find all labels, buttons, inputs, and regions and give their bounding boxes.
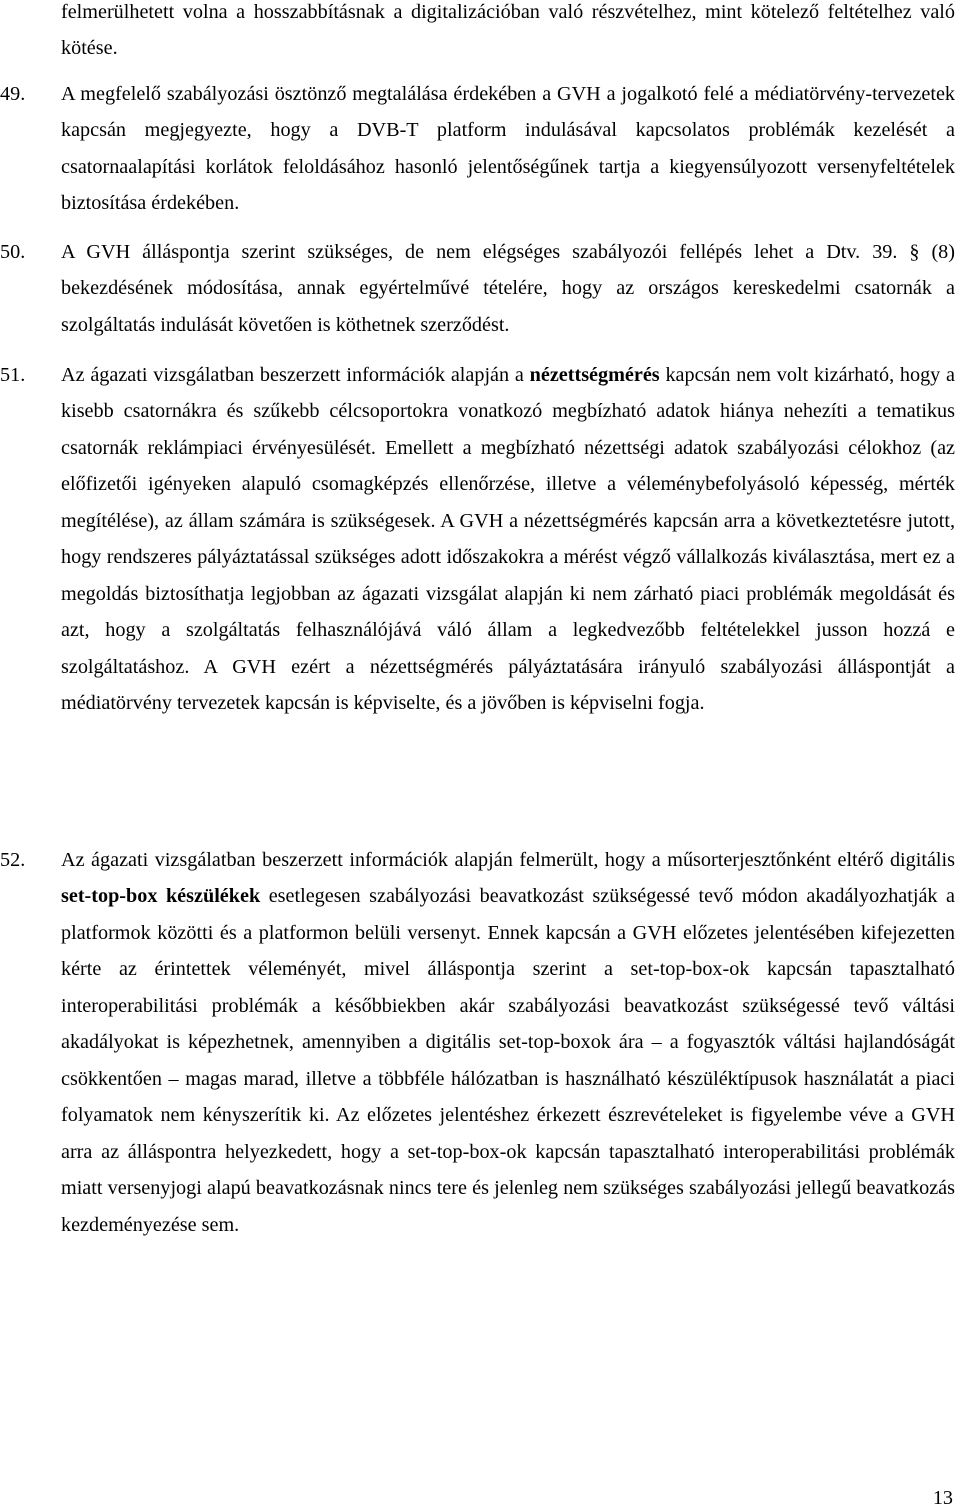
- paragraph-text: [61, 76, 955, 222]
- page-number: 13: [932, 1487, 953, 1509]
- paragraph-51: [0, 357, 955, 722]
- bold-term-set-top-box: set-top-box készülékek: [61, 885, 261, 908]
- paragraph-text: felmerülhetett volna a hosszabbításnak a digitalizációban való részvételhez, mint kötelező feltételhez való kötése.: [61, 1, 955, 60]
- paragraph-number: 51.: [0, 364, 26, 386]
- text-segment: A megfelelő szabályozási ösztönző megtalálása érdekében a GVH a jogalkotó felé a médiatörvény-tervezetek kapcsán megjegyezte, hogy a DVB-T platform indulásával kapcsolatos problémák kezelését a csatornaalapítási korlátok feloldásához hasonló jelentőségűnek tartja a kiegyensúlyozott versenyfeltételek biztosítása érdekében.: [61, 83, 955, 215]
- paragraph-number: 50.: [0, 241, 26, 263]
- paragraph-text: [61, 357, 955, 722]
- paragraph-50: [0, 234, 955, 343]
- paragraph-text: [61, 842, 955, 1243]
- paragraph-49: [0, 76, 955, 222]
- text-segment: Az ágazati vizsgálatban beszerzett információk alapján felmerült, hogy a műsorterjesztőnként eltérő digitális: [61, 849, 955, 871]
- paragraph-text: [61, 234, 955, 343]
- text-segment: Az ágazati vizsgálatban beszerzett információk alapján a: [61, 364, 530, 386]
- text-segment: A GVH álláspontja szerint szükséges, de nem elégséges szabályozói fellépés lehet a Dtv. 39. § (8) bekezdésének módosítása, annak egyértelművé tételére, hogy az országos kereskedelmi csatornák a szolgáltatás indulását követően is köthetnek szerződést.: [61, 241, 955, 336]
- paragraph-number: 52.: [0, 849, 26, 871]
- paragraph-number: 49.: [0, 83, 26, 105]
- text-segment: esetlegesen szabályozási beavatkozást szükségessé tevő módon akadályozhatják a platformok közötti és a platformon belüli versenyt. Ennek kapcsán a GVH előzetes jelentésében kifejezetten kérte az érintettek véleményét, mivel álláspontja szerint a set-top-box-ok kapcsán tapasztalható interoperabilitási problémák a későbbiekben akár szabályozási beavatkozást szükségessé tevő váltási akadályokat is képezhetnek, amennyiben a digitális set-top-boxok ára – a fogyasztók váltási hajlandóságát csökkentően – magas marad, illetve a többféle hálózatban is használható készüléktípusok használatát a piaci folyamatok nem kényszerítik ki. Az előzetes jelentéshez érkezett észrevételeket is figyelembe véve a GVH arra az álláspontra helyezkedett, hogy a set-top-box-ok kapcsán tapasztalható interoperabilitási problémák miatt versenyjogi alapú beavatkozásnak nincs tere és jelenleg nem szükséges szabályozási jellegű beavatkozás kezdeményezése sem.: [61, 885, 955, 1236]
- bold-term-nezettsegmeres: nézettségmérés: [529, 364, 660, 386]
- continuation-paragraph: [0, 0, 955, 67]
- paragraph-52: [0, 842, 955, 1243]
- text-segment: kapcsán nem volt kizárható, hogy a kisebb csatornákra és szűkebb célcsoportokra vonatkozó megbízható adatok hiánya nehezíti a tematikus csatornák reklámpiaci érvényesülését. Emellett a megbízható nézettségi adatok szabályozási célokhoz (az előfizetői igényeken alapuló csomagképzés ellenőrzése, illetve a véleménybefolyásoló képesség, mérték megítélése), az állam számára is szükségesek. A GVH a nézettségmérés kapcsán arra a következtetésre jutott, hogy rendszeres pályáztatással szükséges adott időszakokra a mérést végző vállalkozás kiválasztása, mert ez a megoldás biztosíthatja legjobban az ágazati vizsgálat alapján ki nem zárható piaci problémák megoldását és azt, hogy a szolgáltatás felhasználójává váló állam a legkedvezőbb feltételekkel jusson hozzá e szolgáltatáshoz. A GVH ezért a nézettségmérés pályáztatására irányuló szabályozási álláspontját a médiatörvény tervezetek kapcsán is képviselte, és a jövőben is képviselni fogja.: [61, 364, 956, 715]
